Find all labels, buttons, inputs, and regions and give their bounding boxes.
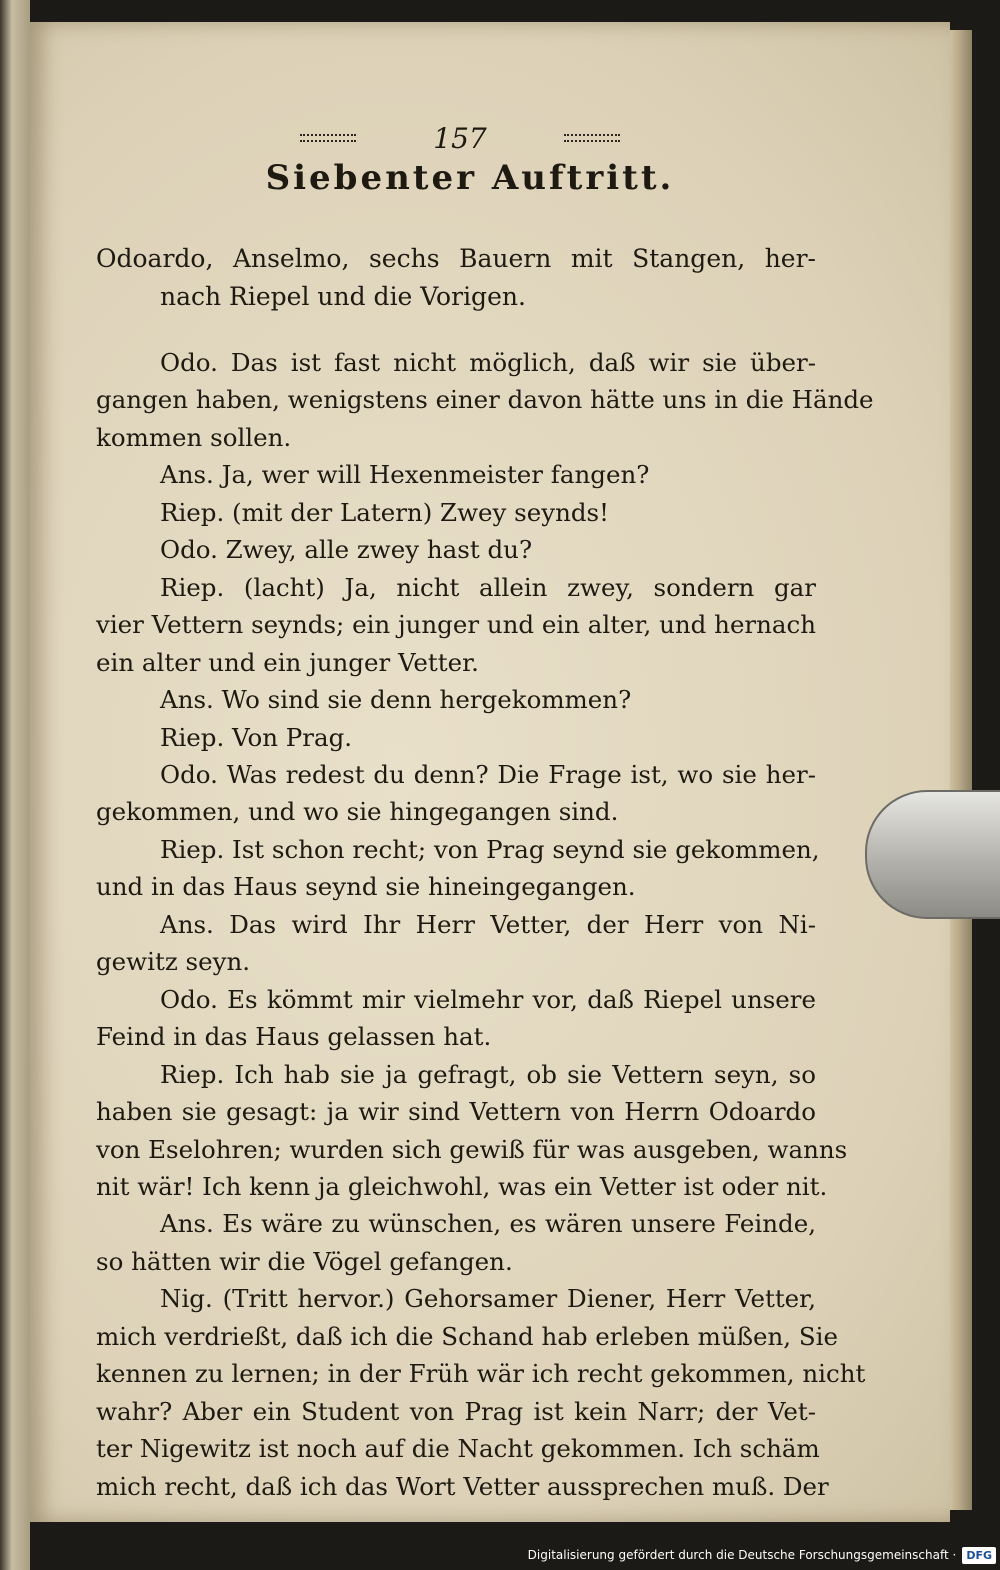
text-line: Odo. Was redest du denn? Die Frage ist, wo sie her- [160,759,816,789]
text-line: Riep. Ist schon recht; von Prag seynd sie gekommen, [160,834,820,864]
text-line: wahr? Aber ein Student von Prag ist kein Narr; der Vet- [96,1396,816,1426]
text-line: Riep. Von Prag. [160,722,353,752]
cast-line: nach Riepel und die Vorigen. [160,282,526,311]
text-line: kennen zu lernen; in der Früh wär ich recht gekommen, nicht [96,1359,866,1389]
left-page-edge [0,0,30,1570]
text-line: von Eselohren; wurden sich gewiß für was ausgeben, wanns [96,1134,848,1164]
text-line: gewitz seyn. [96,947,251,977]
cast-line: Odoardo, Anselmo, sechs Bauern mit Stangen, her- [96,244,816,273]
text-line: vier Vettern seynds; ein junger und ein alter, und hernach [96,610,817,640]
text-line: Riep. Ich hab sie ja gefragt, ob sie Vettern seyn, so [160,1059,816,1089]
text-line: so hätten wir die Vögel gefangen. [96,1246,513,1276]
digitization-credit: Digitalisierung gefördert durch die Deutsche Forschungsgemeinschaft · [527,1548,957,1562]
text-line: ter Nigewitz ist noch auf die Nacht gekommen. Ich schäm [96,1434,820,1464]
text-line: Ans. Wo sind sie denn hergekommen? [160,685,632,715]
text-line: gangen haben, wenigstens einer davon hätte uns in die Hände [96,385,874,415]
text-line: ein alter und ein junger Vetter. [96,647,479,677]
text-line: Odo. Zwey, alle zwey hast du? [160,535,533,565]
cast-list [96,240,816,316]
text-line: mich verdrießt, daß ich die Schand hab erleben müßen, Sie [96,1321,838,1351]
text-line: mich recht, daß ich das Wort Vetter aussprechen muß. Der [96,1471,829,1501]
page-number: 157 [433,121,487,155]
text-line: Ans. Es wäre zu wünschen, es wären unsere Feinde, [160,1209,816,1239]
text-line: kommen sollen. [96,422,292,452]
page-stack-edge [950,30,972,1510]
text-line: Riep. (mit der Latern) Zwey seynds! [160,497,609,527]
text-line: und in das Haus seynd sie hineingegangen. [96,872,636,902]
header-ornament-left [300,134,356,142]
page-header [300,118,620,158]
footer [528,1544,996,1566]
text-line: Riep. (lacht) Ja, nicht allein zwey, sondern gar [160,572,816,602]
text-line: haben sie gesagt: ja wir sind Vettern von Herrn Odoardo [96,1097,816,1127]
header-ornament-right [564,134,620,142]
text-line: nit wär! Ich kenn ja gleichwohl, was ein Vetter ist oder nit. [96,1171,828,1201]
text-line: Ans. Ja, wer will Hexenmeister fangen? [160,460,650,490]
page-clip [865,790,1000,919]
text-line: Odo. Es kömmt mir vielmehr vor, daß Riepel unsere [160,984,816,1014]
dfg-logo: DFG [962,1547,996,1564]
text-line: Ans. Das wird Ihr Herr Vetter, der Herr von Ni- [160,909,816,939]
scene-title: Siebenter Auftritt. [265,158,675,198]
dialogue-body [96,344,874,1505]
text-line: Feind in das Haus gelassen hat. [96,1022,492,1052]
text-line: gekommen, und wo sie hingegangen sind. [96,797,619,827]
text-line: Nig. (Tritt hervor.) Gehorsamer Diener, Herr Vetter, [160,1284,816,1314]
text-line: Odo. Das ist fast nicht möglich, daß wir sie über- [160,348,816,377]
